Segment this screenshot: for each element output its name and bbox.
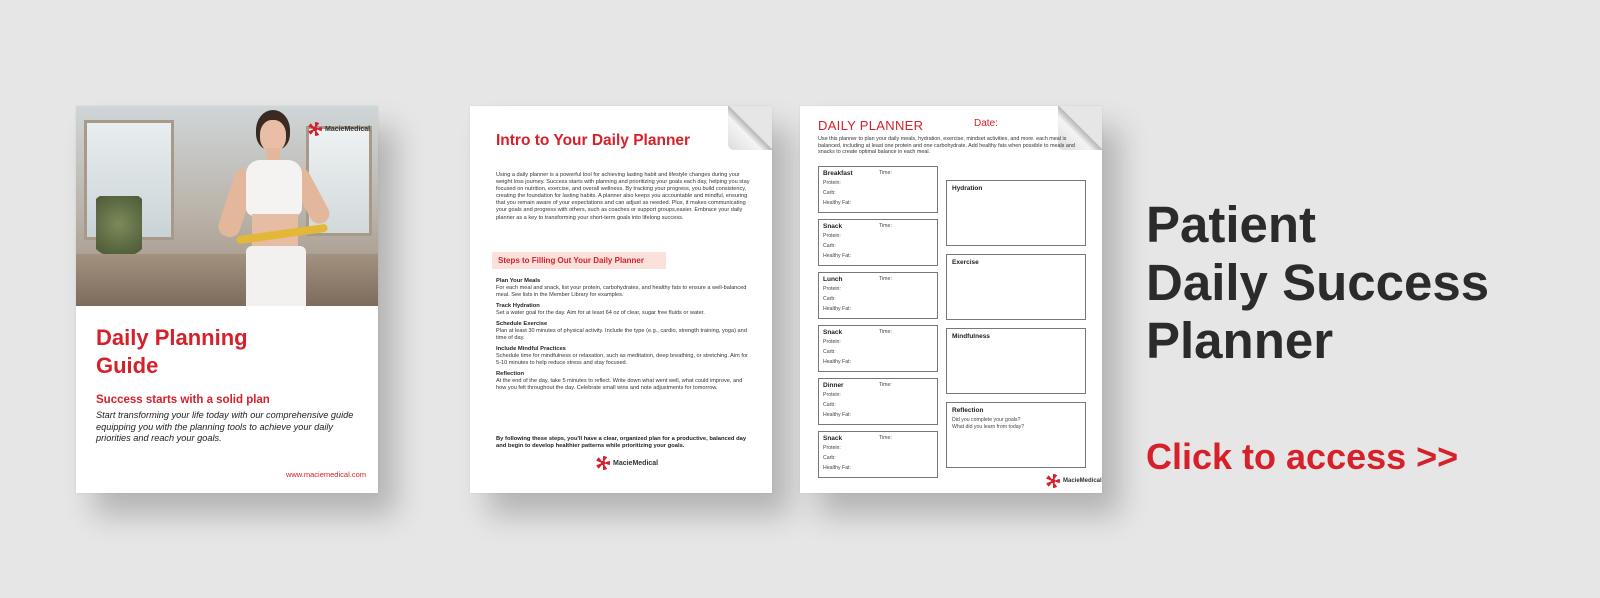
- intro-closing: By following these steps, you'll have a clear, organized plan for a productive, balanced day and begin to develop healthier patterns while prioritizing your goals.: [496, 436, 747, 449]
- hydration-box: [946, 180, 1086, 246]
- headline-line3: Planner: [1146, 312, 1334, 369]
- carb-label: Carb:: [823, 243, 836, 249]
- meal-time-label: Time:: [879, 435, 892, 441]
- carb-label: Carb:: [823, 402, 836, 408]
- meal-time-label: Time:: [879, 276, 892, 282]
- cover-subtitle: Success starts with a solid plan: [96, 394, 270, 406]
- planner-page[interactable]: [800, 106, 1102, 493]
- mindfulness-box: [946, 328, 1086, 394]
- protein-label: Protein:: [823, 180, 841, 186]
- protein-label: Protein:: [823, 392, 841, 398]
- step-text: For each meal and snack, list your protein, carbohydrates, and healthy fats to ensure a well-balanced meal. See lists in the Member Library for examples.: [496, 285, 747, 298]
- logo-text: MacieMedical: [1063, 478, 1102, 484]
- reflection-box: [946, 402, 1086, 468]
- protein-label: Protein:: [823, 286, 841, 292]
- protein-label: Protein:: [823, 233, 841, 239]
- fat-label: Healthy Fat:: [823, 253, 851, 259]
- step-item: [496, 278, 754, 299]
- meal-time-label: Time:: [879, 382, 892, 388]
- step-text: Set a water goal for the day. Aim for at least 64 oz of clear, sugar free fluids or water.: [496, 310, 705, 316]
- meal-name: Dinner: [823, 382, 844, 389]
- step-title: Include Mindful Practices: [496, 346, 566, 352]
- meal-box-snack: [818, 431, 938, 478]
- fat-label: Healthy Fat:: [823, 412, 851, 418]
- meal-time-label: Time:: [879, 170, 892, 176]
- cover-title: [96, 324, 366, 380]
- maciemedical-logo-icon: [596, 456, 610, 470]
- click-to-access-link[interactable]: Click to access >>: [1146, 436, 1459, 477]
- step-item: [496, 346, 754, 367]
- carb-label: Carb:: [823, 455, 836, 461]
- meal-box-snack: [818, 325, 938, 372]
- step-text: Schedule time for mindfulness or relaxation, such as meditation, deep breathing, or stretching. Aim for 5-10 minutes to help reduce stress and stay focused.: [496, 353, 748, 366]
- planner-logo: [1046, 474, 1102, 488]
- protein-label: Protein:: [823, 339, 841, 345]
- meal-box-snack: [818, 219, 938, 266]
- logo-text: MacieMedical: [325, 125, 371, 133]
- cover-title-line1: Daily Planning: [96, 325, 248, 350]
- intro-logo: [596, 456, 658, 470]
- intro-body: Using a daily planner is a powerful tool for achieving lasting habit and lifestyle changes during your weight loss journey. Success starts with planning and prioritizing your goals each day, helping you stay focused on nutrition, exercise, and overall wellness. By tracking your progress, you build consistency, creating the foundation for lasting habits. A planner also keeps you accountable and mindful, ensuring that you remain aware of your expectations and can adjust as needed. Plus, it makes communicating your goals and progress with others, such as coaches or support groups,easier. Embrace your daily planner as a key to transforming your short-term goals into lifelong success.: [496, 172, 750, 221]
- steps-list: [496, 278, 754, 396]
- meal-box-lunch: [818, 272, 938, 319]
- headline-line2: Daily Success: [1146, 254, 1490, 311]
- carb-label: Carb:: [823, 190, 836, 196]
- cover-title-line2: Guide: [96, 353, 159, 378]
- page-curl: [728, 106, 772, 150]
- reflection-label: Reflection: [952, 407, 984, 414]
- step-title: Reflection: [496, 371, 525, 377]
- meal-time-label: Time:: [879, 223, 892, 229]
- mindfulness-label: Mindfulness: [952, 333, 990, 340]
- planner-intro: Use this planner to plan your daily meals, hydration, exercise, mindset activities, and more. each meal is balanced, including at least one protein and one carbohydrate. Add healthy fats when possible to meals and snacks to create optimal balance in each meal.: [818, 136, 1075, 155]
- reflection-question: What did you learn from today?: [952, 424, 1025, 430]
- meal-name: Breakfast: [823, 170, 853, 177]
- step-title: Plan Your Meals: [496, 278, 541, 284]
- fat-label: Healthy Fat:: [823, 465, 851, 471]
- hydration-label: Hydration: [952, 185, 983, 192]
- fat-label: Healthy Fat:: [823, 359, 851, 365]
- maciemedical-logo-icon: [308, 122, 322, 136]
- protein-label: Protein:: [823, 445, 841, 451]
- meal-name: Snack: [823, 329, 843, 336]
- headline-line1: Patient: [1146, 196, 1317, 253]
- fat-label: Healthy Fat:: [823, 200, 851, 206]
- step-item: [496, 371, 754, 392]
- step-text: Plan at least 30 minutes of physical activity. Include the type (e.g., cardio, strength training, yoga) and time of day.: [496, 328, 747, 341]
- meal-name: Snack: [823, 223, 843, 230]
- step-item: [496, 321, 754, 342]
- cover-description: Start transforming your life today with our comprehensive guide equipping you with the planning tools to achieve your daily priorities and reach your goals.: [96, 410, 354, 443]
- step-title: Track Hydration: [496, 303, 540, 309]
- exercise-label: Exercise: [952, 259, 979, 266]
- reflection-question: Did you complete your goals?: [952, 417, 1021, 423]
- cover-photo: [76, 106, 378, 306]
- woman-measuring-waist-illustration: [216, 110, 336, 306]
- intro-page[interactable]: [470, 106, 772, 493]
- maciemedical-logo-icon: [1046, 474, 1060, 488]
- carb-label: Carb:: [823, 349, 836, 355]
- cover-url: www.maciemedical.com: [285, 470, 366, 479]
- planner-date-label: Date:: [974, 118, 998, 129]
- headline: [1146, 196, 1586, 370]
- step-item: [496, 303, 754, 317]
- intro-title: Intro to Your Daily Planner: [496, 132, 691, 149]
- logo-text: MacieMedical: [613, 459, 659, 467]
- step-title: Schedule Exercise: [496, 321, 548, 327]
- planner-title: DAILY PLANNER: [818, 118, 924, 133]
- meal-name: Snack: [823, 435, 843, 442]
- cover-logo: [308, 122, 370, 136]
- fat-label: Healthy Fat:: [823, 306, 851, 312]
- meal-box-breakfast: [818, 166, 938, 213]
- meal-time-label: Time:: [879, 329, 892, 335]
- carb-label: Carb:: [823, 296, 836, 302]
- step-text: At the end of the day, take 5 minutes to reflect. Write down what went well, what could improve, and how you felt throughout the day. Celebrate small wins and note adjustments for tomorrow.: [496, 378, 743, 391]
- guide-cover-page[interactable]: [76, 106, 378, 493]
- meal-box-dinner: [818, 378, 938, 425]
- exercise-box: [946, 254, 1086, 320]
- steps-heading: Steps to Filling Out Your Daily Planner: [492, 252, 666, 269]
- meal-name: Lunch: [823, 276, 843, 283]
